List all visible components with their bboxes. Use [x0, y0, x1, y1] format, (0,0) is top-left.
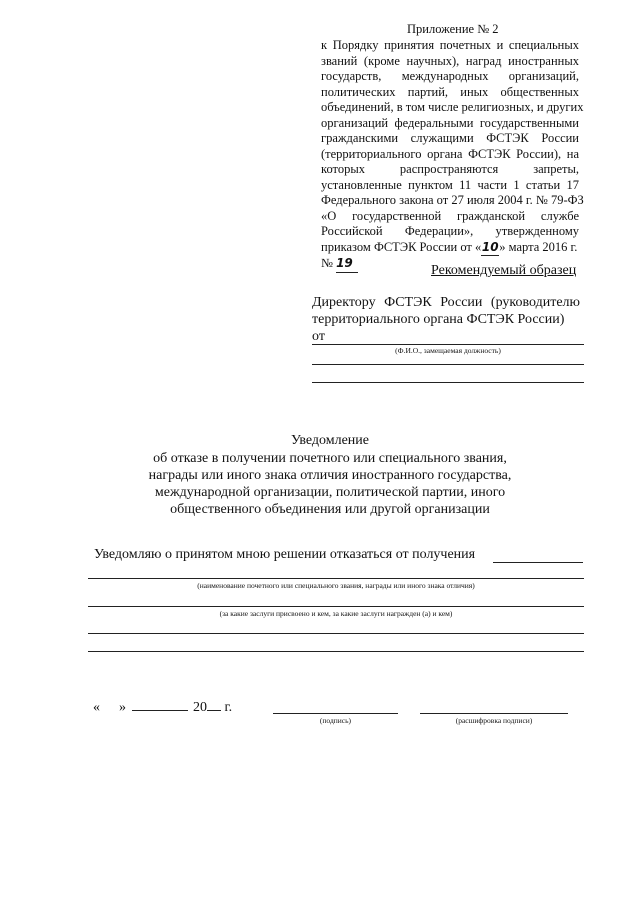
- order-line: [321, 240, 579, 257]
- appendix-text: [321, 38, 584, 273]
- appendix-line: Федерального закона от 27 июля 2004 г. № 79-ФЗ: [321, 193, 584, 207]
- appendix-line: политических партий, иных общественных: [321, 84, 579, 99]
- merits-line: [88, 606, 584, 607]
- date-year-blank: [207, 710, 221, 711]
- award-name-line: [88, 578, 584, 579]
- order-number-handwritten: 19: [336, 256, 358, 273]
- addressee-line-1: Директору ФСТЭК России (руководителю: [312, 295, 580, 310]
- notice-line: об отказе в получении почетного или специального звания,: [153, 451, 507, 466]
- statement-text: Уведомляю о принятом мною решении отказаться от получения: [94, 547, 476, 562]
- date-month-blank: [132, 710, 188, 711]
- signature-line: [273, 713, 398, 714]
- order-day-handwritten: 10: [481, 240, 499, 257]
- date-open-quote: «: [93, 700, 100, 715]
- addressee-block: [312, 294, 580, 345]
- signature-caption: (подпись): [319, 716, 352, 725]
- notice-line: награды или иного знака отличия иностранного государства,: [148, 468, 512, 483]
- appendix-line: (территориального органа ФСТЭК России), на: [321, 146, 579, 161]
- appendix-line: Российской Федерации», утвержденному: [321, 224, 579, 238]
- order-prefix: приказом ФСТЭК России от «: [321, 239, 482, 254]
- appendix-line: установленные пунктом 11 части 1 статьи 17: [321, 177, 579, 192]
- number-prefix: №: [321, 256, 333, 270]
- addressee-blank-line-1: [312, 364, 584, 365]
- appendix-line: гражданскими служащими ФСТЭК России: [321, 131, 579, 145]
- award-name-caption: (наименование почетного или специального звания, награды или иного знака отличия): [197, 581, 475, 590]
- extra-line-1: [88, 633, 584, 634]
- notice-subject: [0, 450, 640, 518]
- appendix-line: государств, международных организаций,: [321, 69, 579, 83]
- notice-line: международной организации, политической партии, иного: [154, 485, 506, 500]
- decoding-caption: (расшифровка подписи): [455, 716, 533, 725]
- addressee-blank-line-2: [312, 382, 584, 383]
- addressee-line-2: территориального органа ФСТЭК России): [312, 312, 565, 327]
- notice-title: Уведомление: [290, 433, 369, 448]
- appendix-line: которых распространяются запреты,: [321, 162, 579, 176]
- extra-line-2: [88, 651, 584, 652]
- appendix-line: объединений, в том числе религиозных, и других: [321, 100, 584, 114]
- statement-blank: [493, 562, 583, 563]
- appendix-title: Приложение № 2: [407, 22, 499, 36]
- date-close-quote: »: [119, 700, 126, 715]
- from-underline: [312, 344, 584, 345]
- notice-line: общественного объединения или другой организации: [170, 502, 490, 517]
- appendix-line: «О государственной гражданской службе: [321, 208, 579, 223]
- sample-label: Рекомендуемый образец: [431, 263, 577, 278]
- order-suffix: » марта 2016 г.: [499, 239, 578, 254]
- date-year-prefix: 20: [193, 700, 207, 715]
- decoding-line: [420, 713, 568, 714]
- appendix-line: званий (кроме научных), наград иностранных: [321, 53, 579, 68]
- merits-caption: (за какие заслуги присвоено и кем, за какие заслуги награжден (а) и кем): [219, 609, 453, 618]
- appendix-line: к Порядку принятия почетных и специальных: [321, 38, 579, 52]
- appendix-line: организаций федеральными государственными: [321, 115, 579, 130]
- date-block: [93, 700, 232, 716]
- date-year-suffix: г.: [224, 700, 233, 715]
- fio-caption: (Ф.И.О., замещаемая должность): [395, 346, 501, 355]
- from-label: от: [312, 329, 325, 344]
